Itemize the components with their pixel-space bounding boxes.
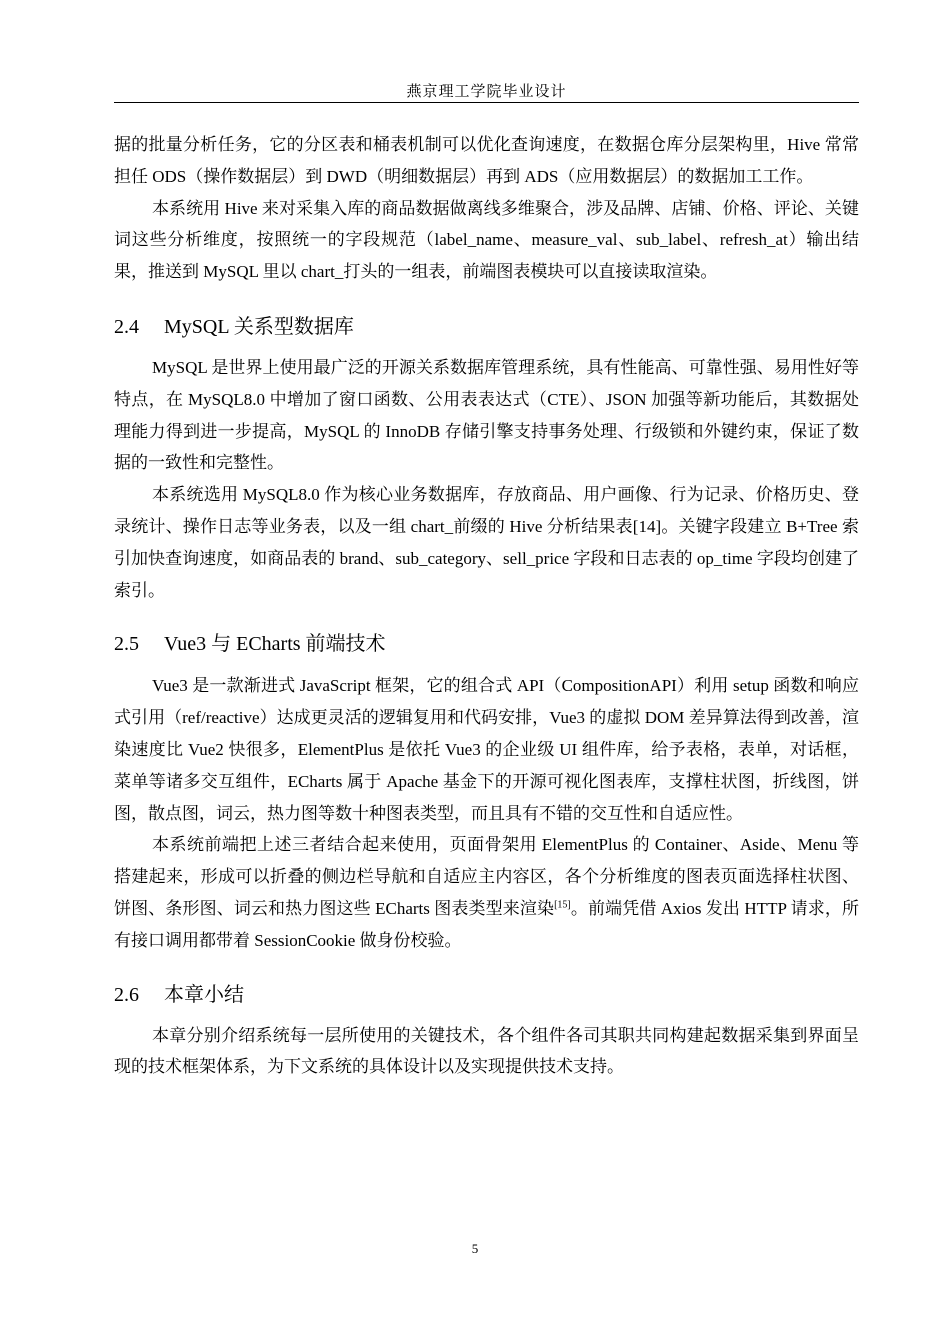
body-paragraph: 本系统用 Hive 来对采集入库的商品数据做离线多维聚合，涉及品牌、店铺、价格、评论、关键词这些分析维度，按照统一的字段规范（label_name、measure_val、sub_label、refresh_at）输出结果，推送到 MySQL 里以 chart_打头的一组表，前端图表模块可以直接读取渲染。 <box>114 198 859 282</box>
section-title: Vue3 与 ECharts 前端技术 <box>164 633 386 656</box>
section-heading-2-4 <box>114 313 859 341</box>
section-heading-2-6 <box>114 981 859 1009</box>
section-title: 本章小结 <box>164 983 244 1006</box>
paragraph-text: 。前端凭借 Axios 发出 HTTP 请求，所有接口调用都带着 SessionCookie 做身份校验。 <box>114 898 859 950</box>
section-number: 2.4 <box>114 315 139 338</box>
citation-reference: [15] <box>554 899 571 911</box>
section-number: 2.6 <box>114 983 139 1006</box>
page-number: 5 <box>471 1241 479 1256</box>
page-header-title: 燕京理工学院毕业设计 <box>406 84 567 100</box>
body-paragraph: 据的批量分析任务，它的分区表和桶表机制可以优化查询速度，在数据仓库分层架构里，Hive 常常担任 ODS（操作数据层）到 DWD（明细数据层）再到 ADS（应用数据层）的数据加工工作。 <box>114 135 859 186</box>
page-body <box>114 129 859 1083</box>
body-paragraph <box>114 829 859 956</box>
section-number: 2.5 <box>114 633 139 656</box>
body-paragraph: 本章分别介绍系统每一层所使用的关键技术，各个组件各司其职共同构建起数据采集到界面呈现的技术框架体系，为下文系统的具体设计以及实现提供技术支持。 <box>114 1025 859 1077</box>
section-title: MySQL 关系型数据库 <box>164 315 354 338</box>
body-paragraph: MySQL 是世界上使用最广泛的开源关系数据库管理系统，具有性能高、可靠性强、易用性好等特点，在 MySQL8.0 中增加了窗口函数、公用表表达式（CTE）、JSON 加强等新功能后，其数据处理能力得到进一步提高，MySQL 的 InnoDB 存储引擎支持事务处理、行级锁和外键约束，保证了数据的一致性和完整性。 <box>114 357 859 473</box>
header-divider <box>114 102 859 103</box>
section-heading-2-5 <box>114 630 859 658</box>
paragraph-text: 本系统前端把上述三者结合起来使用，页面骨架用 ElementPlus 的 Container、Aside、Menu 等搭建起来，形成可以折叠的侧边栏导航和自适应主内容区，各个分析维度的图表页面选择柱状图、饼图、条形图、词云和热力图这些 ECharts 图表类型来渲染 <box>114 835 859 918</box>
body-paragraph: Vue3 是一款渐进式 JavaScript 框架，它的组合式 API（CompositionAPI）利用 setup 函数和响应式引用（ref/reactive）达成更灵活的逻辑复用和代码安排，Vue3 的虚拟 DOM 差异算法得到改善，渲染速度比 Vue2 快很多，ElementPlus 是依托 Vue3 的企业级 UI 组件库，给予表格，表单，对话框，菜单等诸多交互组件，ECharts 属于 Apache 基金下的开源可视化图表库，支撑柱状图，折线图，饼图，散点图，词云，热力图等数十种图表类型，而且具有不错的交互性和自适应性。 <box>114 676 859 823</box>
body-paragraph: 本系统选用 MySQL8.0 作为核心业务数据库，存放商品、用户画像、行为记录、价格历史、登录统计、操作日志等业务表，以及一组 chart_前缀的 Hive 分析结果表[14]。关键字段建立 B+Tree 索引加快查询速度，如商品表的 brand、sub_category、sell_price 字段和日志表的 op_time 字段均创建了索引。 <box>114 485 859 600</box>
